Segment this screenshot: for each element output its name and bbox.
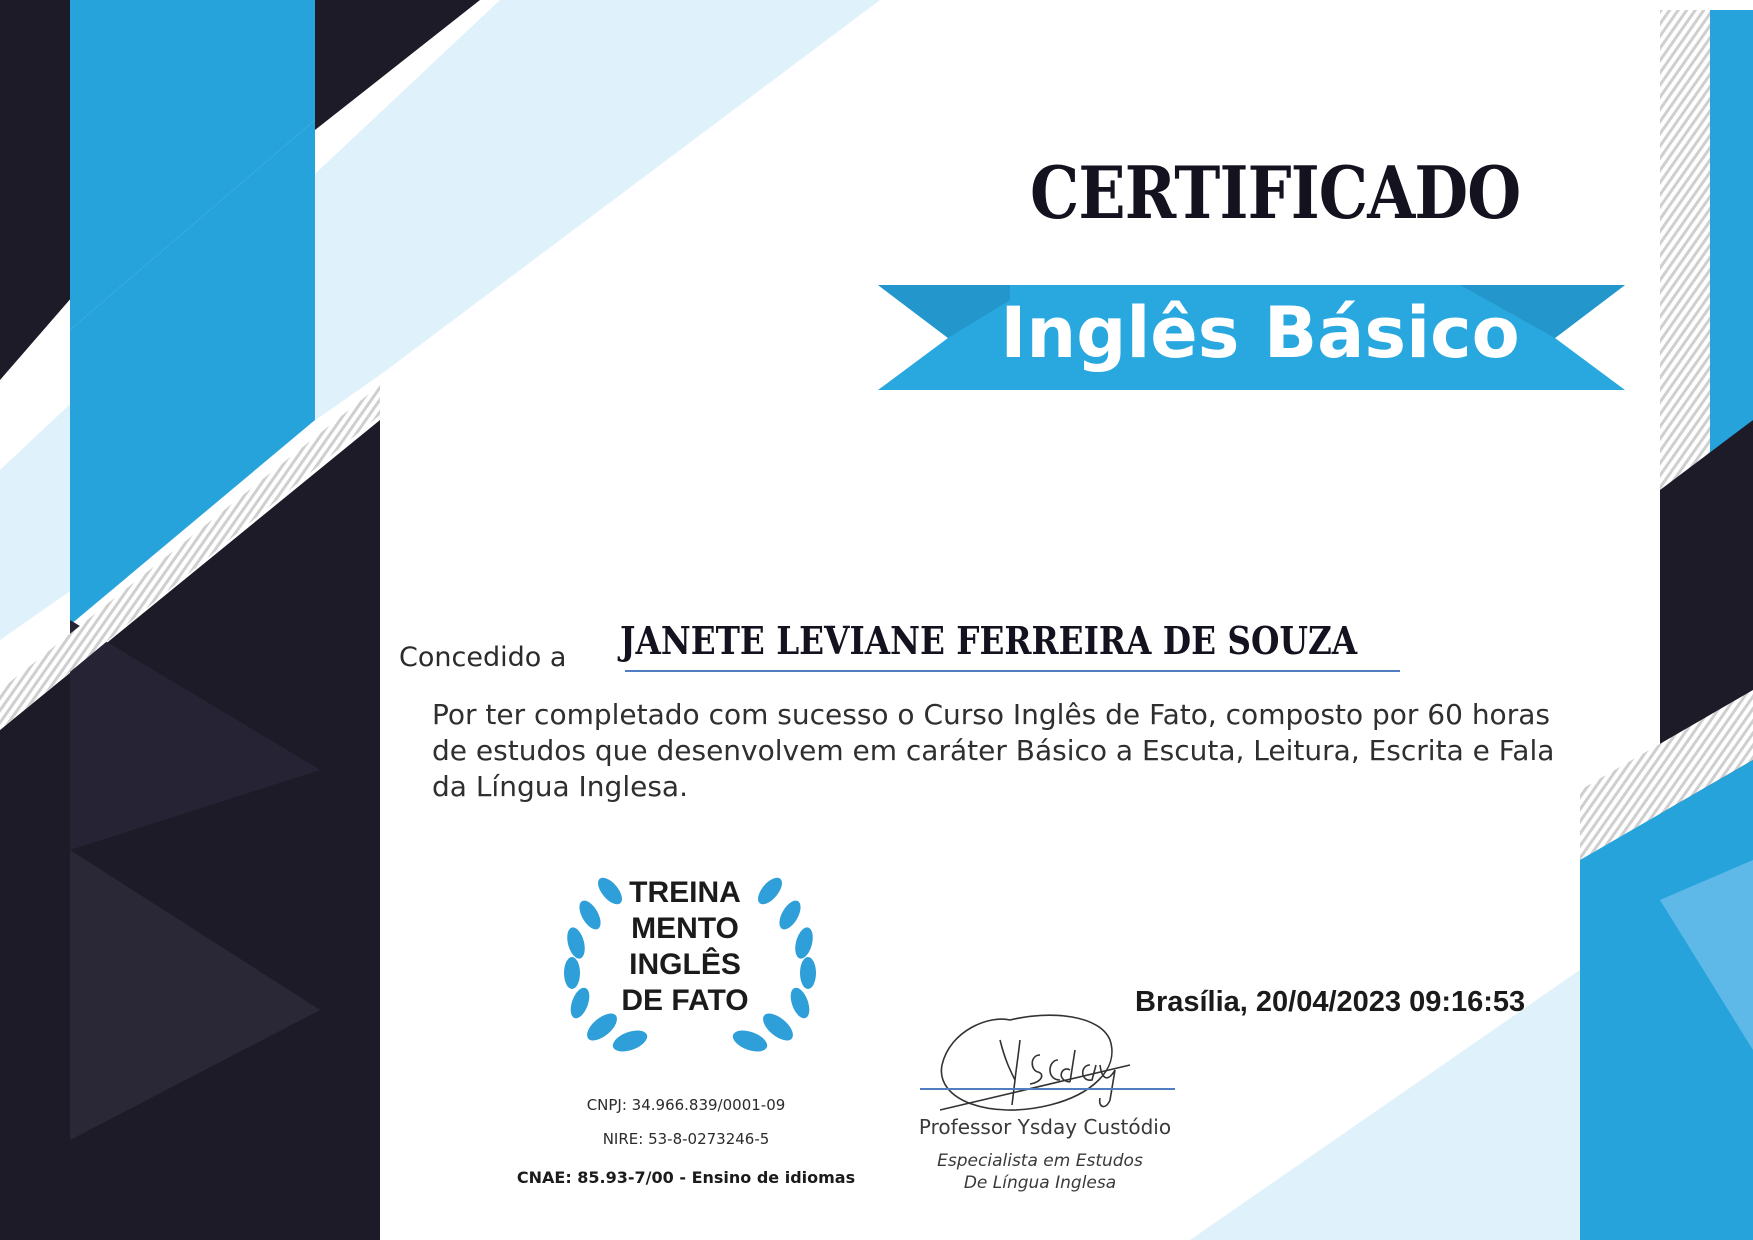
specialty-line-2: De Língua Inglesa	[963, 1173, 1117, 1193]
student-name: JANETE LEVIANE FERREIRA DE SOUZA	[620, 618, 1358, 663]
school-logo-text	[590, 875, 780, 1019]
certificate-title: CERTIFICADO	[1030, 150, 1521, 235]
logo-line-3: INGLÊS	[629, 948, 741, 981]
bg-stripes-right-top	[1660, 10, 1710, 490]
logo-line-1: TREINA	[629, 876, 741, 909]
professor-specialty	[920, 1150, 1160, 1194]
name-underline	[625, 670, 1400, 672]
granted-label: Concedido a	[399, 642, 567, 673]
course-name: Inglês Básico	[1000, 292, 1520, 374]
bg-blue-right-top	[1710, 10, 1753, 455]
specialty-line-1: Especialista em Estudos	[937, 1151, 1143, 1171]
nire-number: NIRE: 53-8-0273246-5	[602, 1130, 770, 1148]
professor-name: Professor Ysday Custódio	[918, 1115, 1172, 1139]
completion-description: Por ter completado com sucesso o Curso Inglês de Fato, composto por 60 horas de estudos que desenvolvem em caráter Básico a Escuta, Leitura, Escrita e Fala da Língua Inglesa.	[432, 698, 1555, 803]
logo-line-2: MENTO	[631, 912, 739, 945]
cnae-code: CNAE: 85.93-7/00 - Ensino de idiomas	[516, 1168, 856, 1187]
location-date: Brasília, 20/04/2023 09:16:53	[1135, 986, 1526, 1018]
logo-line-4: DE FATO	[621, 984, 749, 1017]
cnpj-number: CNPJ: 34.966.839/0001-09	[586, 1096, 786, 1114]
signature	[930, 1010, 1170, 1120]
signature-line	[920, 1088, 1175, 1090]
